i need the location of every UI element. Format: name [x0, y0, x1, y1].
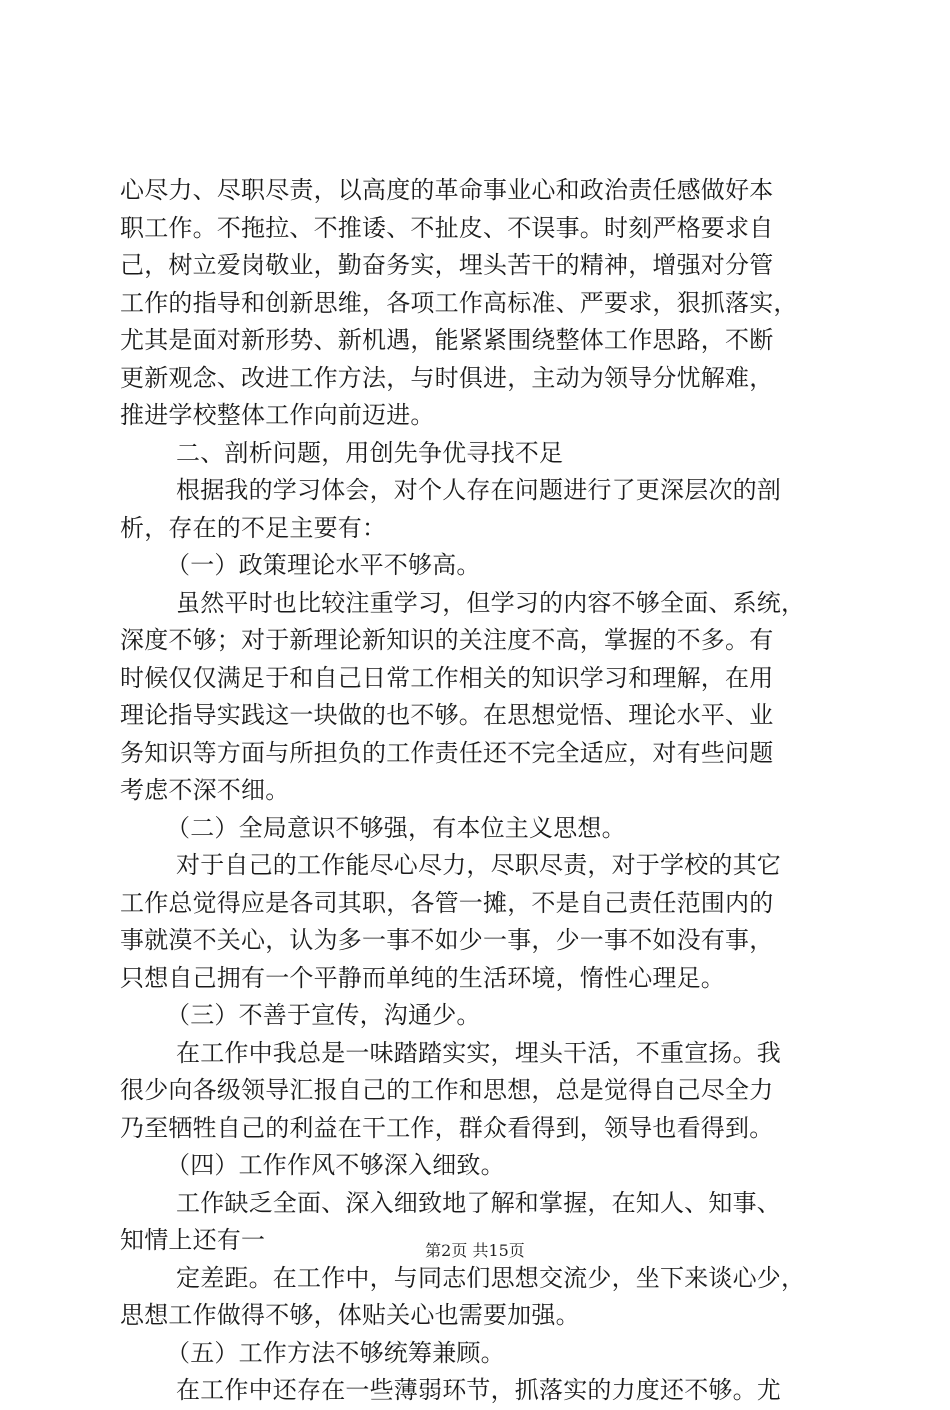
paragraph-start-line: 对于自己的工作能尽心尽力，尽职尽责，对于学校的其它 — [176, 851, 781, 879]
body-line: 只想自己拥有一个平静而单纯的生活环境，惰性心理足。 — [120, 963, 725, 992]
body-line: 深度不够；对于新理论新知识的关注度不高，掌握的不多。有 — [120, 626, 774, 654]
subsection-heading: （三）不善于宣传，沟通少。 — [166, 1001, 481, 1029]
body-line: 析，存在的不足主要有： — [120, 513, 387, 542]
paragraph-start-line: 在工作中还存在一些薄弱环节，抓落实的力度还不够。尤 — [176, 1376, 781, 1404]
body-line: 工作的指导和创新思维，各项工作高标准、严要求，狠抓落实， — [120, 288, 798, 317]
body-line: 己，树立爱岗敬业，勤奋务实，埋头苦干的精神，增强对分管 — [120, 251, 774, 279]
body-line: 乃至牺牲自己的利益在干工作，群众看得到，领导也看得到。 — [120, 1113, 774, 1142]
subsection-heading: （二）全局意识不够强，有本位主义思想。 — [166, 813, 626, 842]
body-line: 心尽力、尽职尽责，以高度的革命事业心和政治责任感做好本 — [120, 176, 774, 204]
body-line: 事就漠不关心，认为多一事不如少一事，少一事不如没有事， — [120, 926, 774, 954]
body-line: 更新观念、改进工作方法，与时俱进，主动为领导分忧解难， — [120, 363, 774, 392]
subsection-heading: （四）工作作风不够深入细致。 — [166, 1151, 505, 1179]
page-number-footer: 第2页 共15页 — [425, 1241, 525, 1260]
paragraph-start-line: 工作缺乏全面、深入细致地了解和掌握，在知人、知事、 — [176, 1188, 781, 1217]
body-line: 工作总觉得应是各司其职，各管一摊，不是自己责任范围内的 — [120, 888, 774, 917]
body-line: 务知识等方面与所担负的工作责任还不完全适应，对有些问题 — [120, 738, 774, 767]
body-line: 推进学校整体工作向前迈进。 — [120, 401, 435, 429]
subsection-heading: （一）政策理论水平不够高。 — [166, 551, 481, 579]
paragraph-start-line: 定差距。在工作中，与同志们思想交流少，坐下来谈心少， — [176, 1263, 806, 1292]
body-line: 思想工作做得不够，体贴关心也需要加强。 — [120, 1301, 580, 1329]
body-line: 职工作。不拖拉、不推诿、不扯皮、不误事。时刻严格要求自 — [120, 213, 774, 242]
body-line: 知情上还有一 — [120, 1226, 266, 1254]
paragraph-start-line: 虽然平时也比较注重学习，但学习的内容不够全面、系统， — [176, 588, 806, 617]
body-line: 尤其是面对新形势、新机遇，能紧紧围绕整体工作思路，不断 — [120, 326, 774, 354]
section-heading: 二、剖析问题，用创先争优寻找不足 — [176, 438, 564, 467]
paragraph-start-line: 在工作中我总是一味踏踏实实，埋头干活，不重宣扬。我 — [176, 1038, 781, 1067]
document-body — [120, 172, 840, 1410]
paragraph-start-line: 根据我的学习体会，对个人存在问题进行了更深层次的剖 — [176, 476, 781, 504]
body-line: 时候仅仅满足于和自己日常工作相关的知识学习和理解，在用 — [120, 663, 774, 692]
body-line: 考虑不深不细。 — [120, 776, 290, 804]
subsection-heading: （五）工作方法不够统筹兼顾。 — [166, 1338, 505, 1367]
body-line: 很少向各级领导汇报自己的工作和思想，总是觉得自己尽全力 — [120, 1076, 774, 1104]
body-line: 理论指导实践这一块做的也不够。在思想觉悟、理论水平、业 — [120, 701, 774, 729]
